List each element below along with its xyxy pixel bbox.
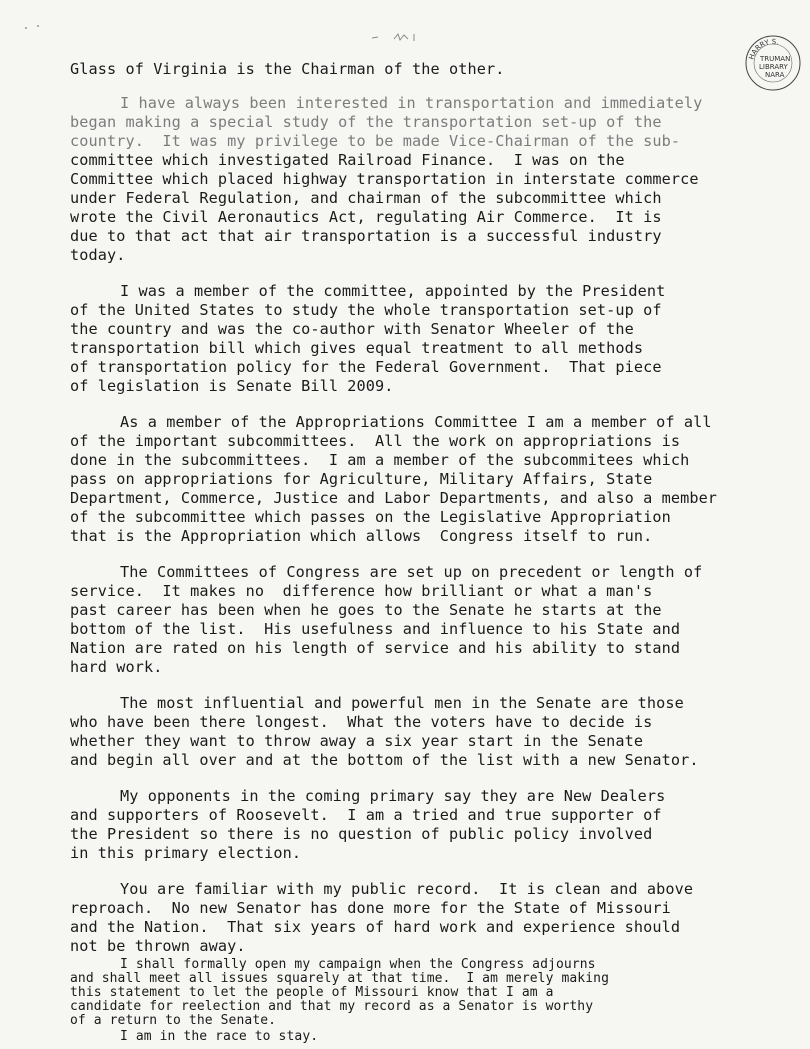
paragraph-line: service. It makes no difference how brilliant or what a man's xyxy=(70,582,653,600)
faint-scribble-mark xyxy=(370,30,430,44)
opening-line: Glass of Virginia is the Chairman of the other. xyxy=(70,60,505,78)
paragraph-line: transportation bill which gives equal treatment to all methods xyxy=(70,339,644,357)
paragraph-line: whether they want to throw away a six year start in the Senate xyxy=(70,732,644,750)
paragraph-line: Committee which placed highway transportation in interstate commerce xyxy=(70,170,699,188)
svg-text:TRUMAN: TRUMAN xyxy=(760,55,791,63)
paragraph-line: wrote the Civil Aeronautics Act, regulating Air Commerce. It is xyxy=(70,208,662,226)
paragraph-line: this statement to let the people of Missouri know that I am a xyxy=(70,985,554,1000)
svg-text:NARA: NARA xyxy=(765,71,785,79)
paragraph-line: The Committees of Congress are set up on precedent or length of xyxy=(120,563,703,581)
closing-line: I am in the race to stay. xyxy=(120,1029,319,1044)
paragraph-line: I shall formally open my campaign when the Congress adjourns xyxy=(120,957,596,972)
paragraph-line: done in the subcommittees. I am a member of the subcommitees which xyxy=(70,451,690,469)
paragraph-line: My opponents in the coming primary say they are New Dealers xyxy=(120,787,666,805)
margin-marks xyxy=(22,22,52,32)
paragraph-line: of the important subcommittees. All the work on appropriations is xyxy=(70,432,681,450)
paragraph-line: past career has been when he goes to the Senate he starts at the xyxy=(70,601,662,619)
paragraph-line: and begin all over and at the bottom of the list with a new Senator. xyxy=(70,751,699,769)
svg-text:LIBRARY: LIBRARY xyxy=(759,63,788,71)
paragraph-line: As a member of the Appropriations Committee I am a member of all xyxy=(120,413,712,431)
paragraph-line: candidate for reelection and that my record as a Senator is worthy xyxy=(70,999,594,1014)
paragraph-line: Department, Commerce, Justice and Labor Departments, and also a member xyxy=(70,489,718,507)
paragraph-line: today. xyxy=(70,246,126,264)
paragraph-line: began making a special study of the transportation set-up of the xyxy=(70,113,662,131)
paragraph-line: I was a member of the committee, appointed by the President xyxy=(120,282,666,300)
paragraph-line: Nation are rated on his length of service and his ability to stand xyxy=(70,639,681,657)
paragraph-line: of a return to the Senate. xyxy=(70,1013,277,1028)
paragraph-line: due to that act that air transportation is a successful industry xyxy=(70,227,662,245)
archive-stamp-seal xyxy=(744,34,802,92)
paragraph-line: and shall meet all issues squarely at that time. I am merely making xyxy=(70,971,610,986)
paragraph-line: of legislation is Senate Bill 2009. xyxy=(70,377,394,395)
paragraph-line: country. It was my privilege to be made Vice-Chairman of the sub- xyxy=(70,132,681,150)
paragraph-line: hard work. xyxy=(70,658,163,676)
paragraph-line: that is the Appropriation which allows Congress itself to run. xyxy=(70,527,653,545)
paragraph-line: who have been there longest. What the voters have to decide is xyxy=(70,713,653,731)
paragraph-line: pass on appropriations for Agriculture, Military Affairs, State xyxy=(70,470,653,488)
paragraph-line: not be thrown away. xyxy=(70,937,246,955)
paragraph-line: in this primary election. xyxy=(70,844,302,862)
paragraph-line: of the United States to study the whole transportation set-up of xyxy=(70,301,662,319)
paragraph-line: You are familiar with my public record. It is clean and above xyxy=(120,880,694,898)
paragraph-line: and the Nation. That six years of hard work and experience should xyxy=(70,918,681,936)
paragraph-line: of the subcommittee which passes on the Legislative Appropriation xyxy=(70,508,671,526)
paragraph-line: The most influential and powerful men in the Senate are those xyxy=(120,694,684,712)
paragraph-line: committee which investigated Railroad Finance. I was on the xyxy=(70,151,625,169)
paragraph-line: I have always been interested in transportation and immediately xyxy=(120,94,703,112)
paragraph-line: and supporters of Roosevelt. I am a tried and true supporter of xyxy=(70,806,662,824)
paragraph-line: the President so there is no question of public policy involved xyxy=(70,825,653,843)
paragraph-line: of transportation policy for the Federal Government. That piece xyxy=(70,358,662,376)
svg-text:HARRY S.: HARRY S. xyxy=(747,37,780,61)
paragraph-line: reproach. No new Senator has done more for the State of Missouri xyxy=(70,899,671,917)
paragraph-line: under Federal Regulation, and chairman of the subcommittee which xyxy=(70,189,662,207)
paragraph-line: bottom of the list. His usefulness and influence to his State and xyxy=(70,620,681,638)
paragraph-line: the country and was the co-author with Senator Wheeler of the xyxy=(70,320,634,338)
